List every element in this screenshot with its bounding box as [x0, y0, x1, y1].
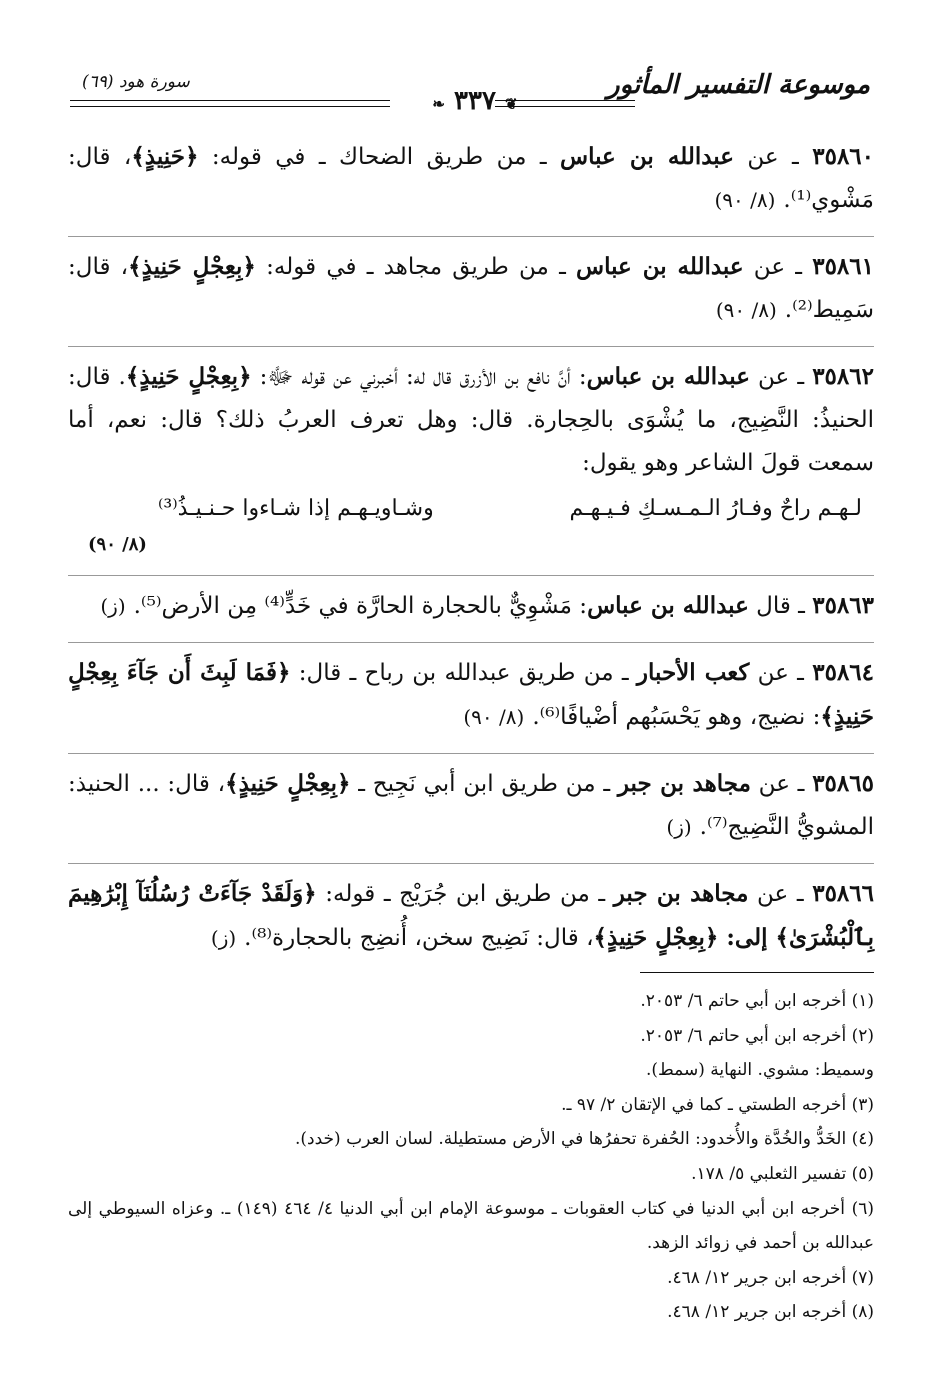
entry-number: ٣٥٨٦٤	[812, 659, 875, 686]
entry-number: ٣٥٨٦٢	[812, 363, 874, 390]
entry-post: ، قال: ... الحنيذ: المشويُّ النَّضِيج⁽⁷⁾.	[68, 771, 874, 840]
entry-text: : أنَّ نافع بن الأزرق قال له: أخبرني عن قوله ﷻ:	[251, 364, 587, 390]
entry-prefix: ـ عن	[748, 881, 813, 907]
entry-author: مجاهد بن جبر	[617, 770, 751, 797]
poetry-verse	[68, 489, 874, 529]
entry-post: ، قال: سَمِيط⁽²⁾.	[68, 254, 874, 323]
entry-source: (ز)	[666, 815, 692, 839]
quran-quote: ﴿بِعِجْلٍ حَنِيذٍ﴾	[125, 363, 252, 390]
entry-number: ٣٥٨٦٥	[812, 770, 874, 797]
entry-prefix: ـ عن	[749, 660, 813, 686]
entry-text: ـ من طريق ابن أبي نَجِيح ـ	[350, 771, 618, 797]
footnote: (٨) أخرجه ابن جرير ١٢/ ٤٦٨.	[667, 1302, 874, 1323]
footnote: (٢) أخرجه ابن أبي حاتم ٦/ ٢٠٥٣.	[640, 1025, 874, 1046]
entry	[68, 584, 874, 628]
footnotes	[68, 984, 874, 1330]
quran-quote: ﴿بِعِجْلٍ حَنِيذٍ﴾	[128, 253, 256, 280]
header-rule-left	[70, 100, 390, 107]
entry-post: : نضيج، وهو يَحْسَبُهم أضْيافًا⁽⁶⁾.	[532, 704, 821, 730]
entry-post: ، قال: نَضِيج سخن، أُنضِج بالحجارة⁽⁸⁾.	[244, 925, 594, 951]
entry-post: . قال: الحنيذُ: النَّضِيج، ما يُشْوَى بالحِجارة. قال: وهل تعرف العربُ ذلك؟ قال: نعم، أما سمعت قولَ الشاعر وهو يقول:	[68, 364, 874, 476]
entry-source: (٨/ ٩٠)	[715, 298, 777, 322]
entry	[68, 245, 874, 332]
entry-author: كعب الأحبار	[636, 659, 750, 686]
entry-text: ـ من طريق ابن جُرَيْج ـ قوله:	[316, 881, 614, 907]
entries	[68, 135, 874, 974]
footnote: (٥) تفسير الثعلبي ٥/ ١٧٨.	[691, 1163, 874, 1184]
entry-number: ٣٥٨٦١	[812, 253, 874, 280]
entry-author: عبدالله بن عباس	[586, 363, 750, 390]
footnote: (١) أخرجه ابن أبي حاتم ٦/ ٢٠٥٣.	[640, 991, 874, 1011]
divider	[68, 753, 874, 754]
quran-quote: ﴿بِعِجْلٍ حَنِيذٍ﴾	[225, 770, 351, 797]
entry	[68, 872, 874, 960]
quran-quote: ﴿فَمَا لَبِثَ أَن جَآءَ بِعِجْلٍ حَنِيذٍ﴾	[68, 659, 874, 730]
book-title: موسوعة التفسير المأثور	[607, 70, 870, 100]
entry-prefix: ـ عن	[749, 364, 813, 390]
divider	[68, 346, 874, 347]
surah-label: سورة هود (٦٩)	[82, 72, 190, 92]
entry-prefix: ـ عن	[743, 254, 813, 280]
entry-text: : مَشْوِيٌّ بالحجارة الحارَّة في خَدٍّ⁽⁴⁾ مِن الأرض⁽⁵⁾.	[133, 593, 588, 619]
entry-author: عبدالله بن عباس	[576, 253, 744, 280]
entry-source: (٨/ ٩٠)	[714, 188, 776, 212]
entry-post: ، قال: مَشْوي⁽¹⁾.	[68, 144, 874, 213]
entry-number: ٣٥٨٦٦	[812, 880, 874, 907]
entry	[68, 651, 874, 739]
verse-hemistich-right: لـهـم راحٌ وفـارُ الـمـسـكِ فـيـهـم	[569, 496, 862, 521]
entry-author: عبدالله بن عباس	[560, 143, 734, 170]
page-header	[70, 60, 870, 120]
divider	[68, 863, 874, 864]
footnote: وسميط: مشوي. النهاية (سمط).	[645, 1060, 874, 1081]
ornament-icon: ❧	[432, 95, 445, 113]
entry-prefix: ـ عن	[750, 771, 813, 797]
entry-source: (٨/ ٩٠)	[88, 534, 147, 555]
entry-text: ـ من طريق مجاهد ـ في قوله:	[255, 254, 577, 280]
divider	[68, 642, 874, 643]
entry-author: عبدالله بن عباس	[587, 592, 749, 619]
quran-quote: ﴿حَنِيذٍ﴾	[131, 143, 199, 170]
entry-prefix: ـ قال	[748, 593, 813, 619]
footnote: (٧) أخرجه ابن جرير ١٢/ ٤٦٨.	[667, 1267, 874, 1288]
footnote: (٤) الخَدُّ والخُدَّة والأُخدود: الحُفرة تحفرُها في الأرض مستطيلة. لسان العرب (خدد).	[295, 1129, 874, 1150]
entry	[68, 355, 874, 561]
page-number: ٣٣٧	[454, 86, 496, 116]
entry-text: ـ من طريق الضحاك ـ في قوله:	[198, 144, 560, 170]
footnote-rule	[640, 972, 874, 973]
entry-source: (ز)	[210, 926, 237, 950]
entry-source: (٨/ ٩٠)	[463, 705, 525, 729]
divider	[68, 575, 874, 576]
entry	[68, 135, 874, 222]
entry-text: ـ من طريق عبدالله بن رباح ـ قال:	[290, 660, 637, 686]
entry-source: (ز)	[100, 594, 126, 618]
footnote: (٣) أخرجه الطستي ـ كما في الإتقان ٢/ ٩٧ ـ.	[561, 1094, 874, 1115]
divider	[68, 236, 874, 237]
verse-hemistich-left: وشـاويـهـم إذا شـاءوا حـنـيـذُ⁽³⁾	[158, 496, 434, 521]
entry	[68, 762, 874, 849]
quran-quote: ﴿وَلَقَدْ جَآءَتْ رُسُلُنَآ إِبْرَٰهِيمَ بِٱلْبُشْرَىٰ﴾ إلى: ﴿بِعِجْلٍ حَنِيذٍ﴾	[68, 880, 874, 951]
entry-number: ٣٥٨٦٠	[812, 143, 875, 170]
entry-number: ٣٥٨٦٣	[812, 592, 874, 619]
footnote: (٦) أخرجه ابن أبي الدنيا في كتاب العقوبات ـ موسوعة الإمام ابن أبي الدنيا ٤/ ٤٦٤ (١٤٩) ـ. وعزاه السيوطي إلى عبدالله بن أحمد في زوائد الزهد.	[68, 1198, 874, 1254]
ornament-icon: ❦	[505, 95, 518, 113]
header-rule	[70, 86, 870, 116]
entry-author: مجاهد بن جبر	[613, 880, 749, 907]
entry-prefix: ـ عن	[733, 144, 813, 170]
